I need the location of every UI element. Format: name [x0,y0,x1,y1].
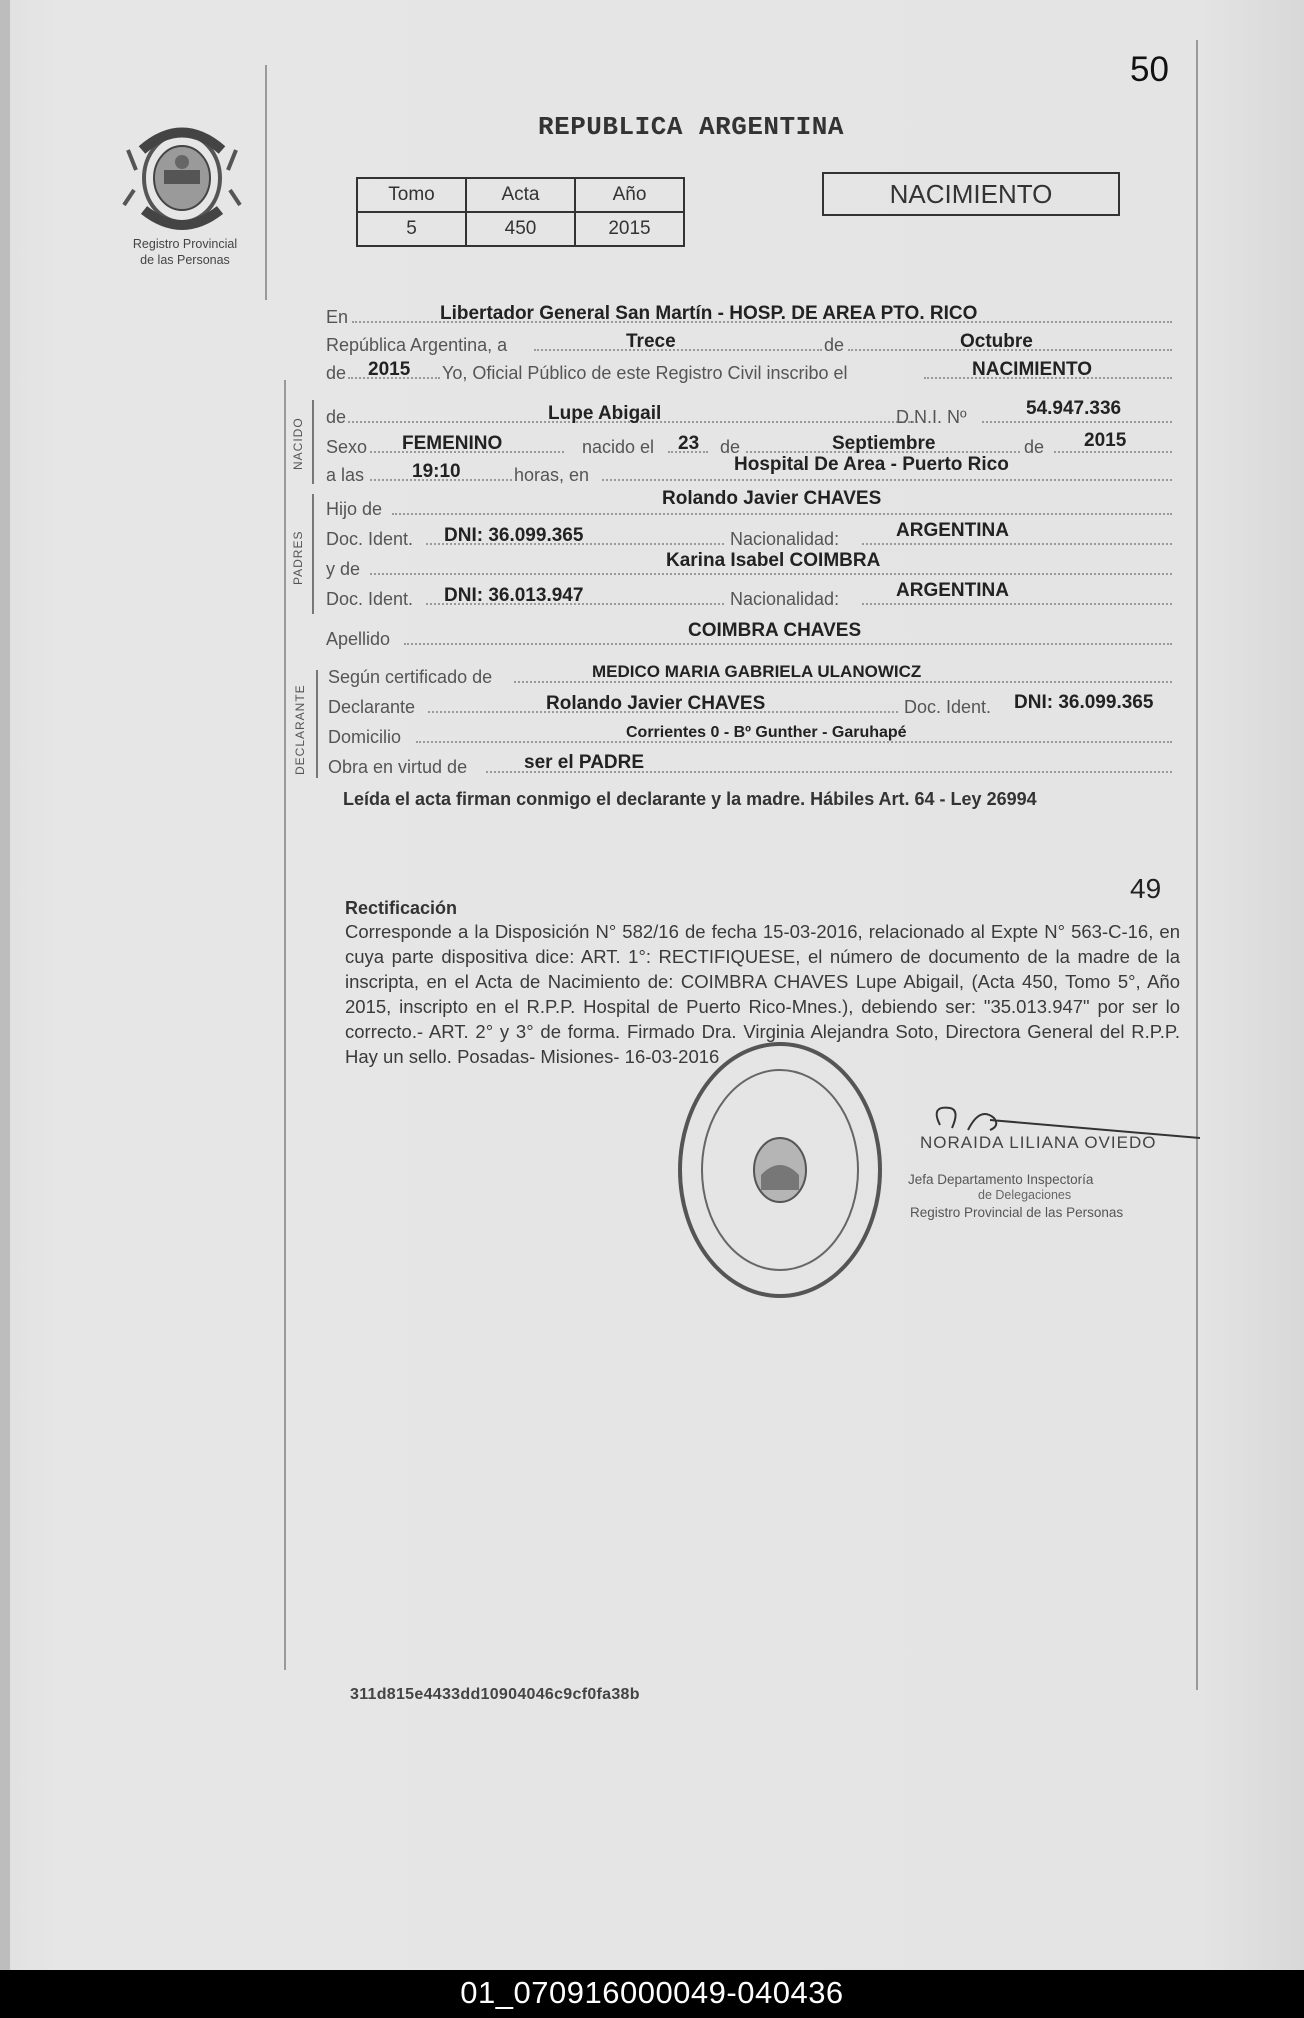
doc1-value: DNI: 36.099.365 [444,525,584,546]
declarante-value: Rolando Javier CHAVES [546,693,766,714]
doc3-value: DNI: 36.099.365 [1014,692,1154,713]
dotted-line [392,513,1172,515]
apellido-value: COIMBRA CHAVES [688,620,862,641]
domicilio-value: Corrientes 0 - Bº Gunther - Garuhapé [626,724,907,741]
nacido-de-label: de [720,437,741,457]
sexo-value: FEMENINO [402,433,503,454]
row-madre [326,552,1172,580]
anio-value: 2015 [575,212,684,246]
dni-value: 54.947.336 [1026,398,1122,419]
doc1-label: Doc. Ident. [326,529,414,549]
act-type-box: NACIMIENTO [822,172,1120,216]
sexo-label: Sexo [326,437,368,457]
domicilio-label: Domicilio [328,727,402,747]
closing-statement: Leída el acta firman conmigo el declarante y la madre. Hábiles Art. 64 - Ley 26994 [343,789,1037,809]
row-anio [326,356,1172,384]
hora-value: 19:10 [412,461,461,482]
nac2-label: Nacionalidad: [730,589,840,609]
nac2-value: ARGENTINA [896,580,1009,601]
right-margin-line [1196,40,1198,1690]
signatory-title: Jefa Departamento Inspectoría [908,1172,1094,1187]
dia-value: Trece [626,331,676,352]
signatory-office: Registro Provincial de las Personas [910,1205,1124,1220]
row-declarante [328,690,1174,718]
nac1-label: Nacionalidad: [730,529,840,549]
certificado-label: Según certificado de [328,667,493,687]
de2-label: de [326,363,347,383]
official-stamp-icon [675,1035,885,1300]
dotted-line [370,573,1172,575]
page-spine [0,0,10,1970]
form-margin-line [284,380,286,1670]
dotted-line [982,421,1172,423]
dotted-line [862,543,1172,545]
register-header-row [357,178,684,212]
declarante-bar [316,670,318,778]
page-number: 50 [1130,50,1169,89]
row-nombre [326,400,1172,428]
horas-label: horas, en [514,465,590,485]
padres-side-label: PADRES [291,530,305,585]
seal-caption-line: de las Personas [140,253,230,267]
row-doc1 [326,522,1172,550]
declarante-label: Declarante [328,697,416,717]
register-value-row [357,212,684,246]
left-margin-line [265,65,267,300]
seal-caption [110,236,260,268]
apellido-label: Apellido [326,629,391,649]
signatory-department: de Delegaciones [978,1188,1072,1202]
doc2-value: DNI: 36.013.947 [444,585,584,606]
padres-bar [312,494,314,614]
en-value: Libertador General San Martín - HOSP. DE AREA PTO. RICO [440,303,978,324]
anio-header: Año [575,178,684,212]
row-domicilio [328,720,1174,748]
nac1-value: ARGENTINA [896,520,1009,541]
mes-value: Octubre [960,331,1033,352]
secondary-page-number: 49 [1130,873,1162,904]
acta-header: Acta [466,178,575,212]
dotted-line [404,643,1172,645]
nacido-anio: 2015 [1084,430,1127,451]
province-seal-icon [122,110,242,240]
inscribo-value: NACIMIENTO [972,359,1092,380]
declarante-side-label: DECLARANTE [293,684,307,775]
padre-value: Rolando Javier CHAVES [662,488,882,509]
dotted-line [862,603,1172,605]
obra-label: Obra en virtud de [328,757,468,777]
row-hijo [326,488,1172,520]
register-table [356,177,685,247]
nacido-side-label: NACIDO [291,417,305,470]
footer-document-id: 01_070916000049-040436 [460,1975,844,2010]
row-hora [326,454,1172,486]
republica-label: República Argentina, a [326,335,508,355]
certificado-value: MEDICO MARIA GABRIELA ULANOWICZ [592,662,922,681]
oficial-label: Yo, Oficial Público de este Registro Civil inscribo el [442,363,848,383]
nacido-bar [312,400,314,484]
alas-label: a las [326,465,365,485]
nacido-label: nacido el [582,437,655,457]
yde-label: y de [326,559,361,579]
rectificacion-title: Rectificación [345,898,458,918]
row-en [326,300,1172,328]
document-title: REPUBLICA ARGENTINA [538,112,844,142]
anio-value: 2015 [368,359,411,380]
signatory-name: NORAIDA LILIANA OVIEDO [920,1133,1157,1152]
nacido-de2-label: de [1024,437,1045,457]
doc3-label: Doc. Ident. [904,697,992,717]
doc2-label: Doc. Ident. [326,589,414,609]
dotted-line [602,479,1172,481]
de-label: de [824,335,845,355]
row-obra [328,750,1174,778]
dotted-line [534,349,822,351]
hijo-label: Hijo de [326,499,383,519]
lugar-value: Hospital De Area - Puerto Rico [734,454,1009,475]
row-certificado [328,660,1174,688]
nombre-label: de [326,407,347,427]
seal-caption-line: Registro Provincial [132,237,238,251]
nombre-value: Lupe Abigail [548,403,662,424]
row-apellido [326,622,1172,650]
tomo-header: Tomo [357,178,466,212]
nacido-dia: 23 [678,433,700,454]
dni-label: D.N.I. Nº [896,407,967,427]
madre-value: Karina Isabel COIMBRA [666,550,881,571]
row-republica [326,328,1172,356]
obra-value: ser el PADRE [524,752,645,773]
tomo-value: 5 [357,212,466,246]
document-hash: 311d815e4433dd10904046c9cf0fa38b [350,1686,640,1703]
en-label: En [326,307,349,327]
row-doc2 [326,582,1172,610]
nacido-mes: Septiembre [832,433,936,454]
acta-value: 450 [466,212,575,246]
rectificacion-body: Corresponde a la Disposición N° 582/16 de fecha 15-03-2016, relacionado al Expte N° 563-C-16, en cuya parte dispositiva dice: ART. 1°: RECTIFIQUESE, el número de documento de la madre de la inscripta, en el Acta de Nacimiento de: COIMBRA CHAVES Lupe Abigail, (Acta 450, Tomo 5°, Año 2015, inscripto en el R.P.P. Hospital de Puerto Rico-Mnes.), debiendo ser: "35.013.947" por ser lo correcto.- ART. 2° y 3° de forma. Firmado Dra. Virginia Alejandra Soto, Directora General del R.P.P. Hay un sello. Posadas- Misiones- 16-03-2016 [345,921,1180,1067]
